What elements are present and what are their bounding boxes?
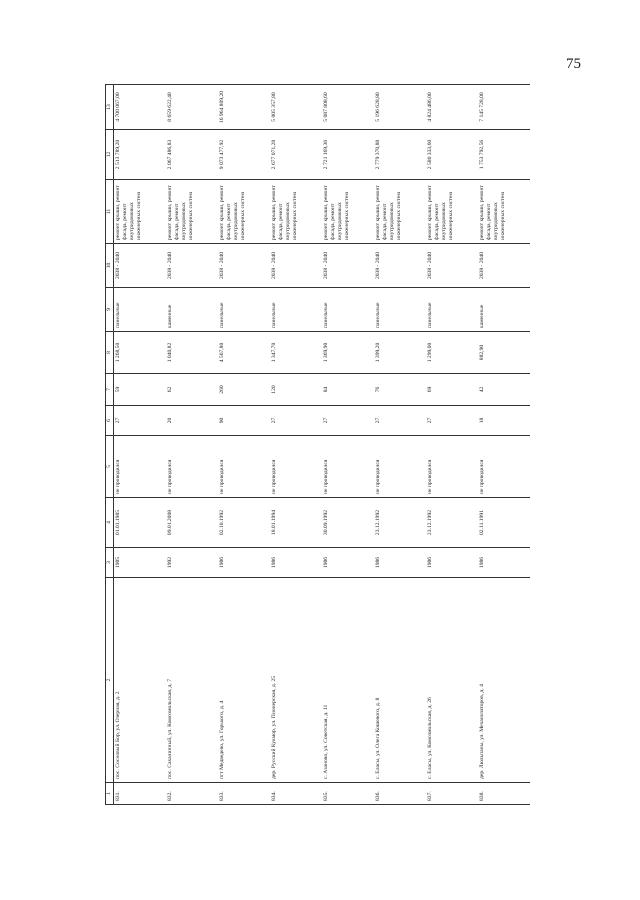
table-row bbox=[426, 85, 478, 805]
column-6-cell: 20 bbox=[166, 406, 218, 436]
area-cell: 1 347,70 bbox=[270, 332, 322, 374]
date-cell: 18.01.1994 bbox=[270, 498, 322, 548]
cost-cell: 2 779 370,88 bbox=[374, 130, 426, 180]
row-number-cell: 833. bbox=[218, 783, 270, 805]
repair-status-cell: не проводился bbox=[478, 436, 530, 498]
area-cell: 1 299,00 bbox=[426, 332, 478, 374]
row-number-cell: 837. bbox=[426, 783, 478, 805]
column-7-cell: 42 bbox=[478, 374, 530, 406]
column-7-cell: 84 bbox=[322, 374, 374, 406]
period-cell: 2038 - 2040 bbox=[113, 244, 166, 288]
date-cell: 23.12.1992 bbox=[374, 498, 426, 548]
date-cell: 01.01.1985 bbox=[113, 498, 166, 548]
works-cell: ремонт крыши, ремонт фасада, ремонт внутридомовых инженерных систем bbox=[166, 180, 218, 244]
total-cost-cell: 16 964 809,20 bbox=[218, 85, 270, 130]
area-cell: 1 399,20 bbox=[374, 332, 426, 374]
column-number-row bbox=[106, 85, 114, 805]
column-7-cell: 120 bbox=[270, 374, 322, 406]
address-cell: дер. Русский Кукмор, ул. Пионерская, д. 25 bbox=[270, 578, 322, 783]
row-number-cell: 838. bbox=[478, 783, 530, 805]
period-cell: 2038 - 2040 bbox=[322, 244, 374, 288]
page-number: 75 bbox=[566, 56, 581, 72]
cost-cell: 2 513 789,20 bbox=[113, 130, 166, 180]
row-number-cell: 831. bbox=[113, 783, 166, 805]
repair-status-cell: не проводился bbox=[113, 436, 166, 498]
column-6-cell: 18 bbox=[478, 406, 530, 436]
address-cell: с. Азаново, ул. Советская, д. 11 bbox=[322, 578, 374, 783]
repair-status-cell: не проводился bbox=[374, 436, 426, 498]
address-cell: пос. Сахалинный, ул. Комсомольская, д. 7 bbox=[166, 578, 218, 783]
build-year-cell: 1986 bbox=[270, 548, 322, 578]
works-cell: ремонт крыши, ремонт фасада, ремонт внутридомовых инженерных систем bbox=[322, 180, 374, 244]
period-cell: 2038 - 2040 bbox=[270, 244, 322, 288]
repair-status-cell: не проводился bbox=[166, 436, 218, 498]
period-cell: 2038 - 2040 bbox=[374, 244, 426, 288]
column-header: 6 bbox=[106, 406, 114, 436]
total-cost-cell: 5 087 808,60 bbox=[322, 85, 374, 130]
date-cell: 02.10.1992 bbox=[218, 498, 270, 548]
column-7-cell: 69 bbox=[426, 374, 478, 406]
date-cell: 02.11.1991 bbox=[478, 498, 530, 548]
wall-material-cell: каменные bbox=[166, 288, 218, 332]
table-row bbox=[478, 85, 530, 805]
column-header: 9 bbox=[106, 288, 114, 332]
cost-cell: 9 073 477,92 bbox=[218, 130, 270, 180]
works-cell: ремонт крыши, ремонт фасада, ремонт внутридомовых инженерных систем bbox=[113, 180, 166, 244]
period-cell: 2038 - 2040 bbox=[478, 244, 530, 288]
column-6-cell: 90 bbox=[218, 406, 270, 436]
column-6-cell: 27 bbox=[322, 406, 374, 436]
period-cell: 2038 - 2040 bbox=[218, 244, 270, 288]
table-row bbox=[113, 85, 166, 805]
repair-status-cell: не проводился bbox=[322, 436, 374, 498]
build-year-cell: 1986 bbox=[374, 548, 426, 578]
table-row bbox=[374, 85, 426, 805]
column-header: 1 bbox=[106, 783, 114, 805]
column-7-cell: 62 bbox=[166, 374, 218, 406]
total-cost-cell: 4 824 486,00 bbox=[426, 85, 478, 130]
works-cell: ремонт крыши, ремонт фасада, ремонт внутридомовых инженерных систем bbox=[270, 180, 322, 244]
repair-status-cell: не проводился bbox=[426, 436, 478, 498]
cost-cell: 2 580 333,60 bbox=[426, 130, 478, 180]
period-cell: 2038 - 2040 bbox=[426, 244, 478, 288]
build-year-cell: 1986 bbox=[218, 548, 270, 578]
address-cell: с. Еласы, ул. Олега Кошевого, д. 8 bbox=[374, 578, 426, 783]
wall-material-cell: панельные bbox=[426, 288, 478, 332]
date-cell: 23.12.1992 bbox=[426, 498, 478, 548]
table-row bbox=[322, 85, 374, 805]
build-year-cell: 1986 bbox=[426, 548, 478, 578]
total-cost-cell: 5 196 628,80 bbox=[374, 85, 426, 130]
column-header: 5 bbox=[106, 436, 114, 498]
build-year-cell: 1992 bbox=[166, 548, 218, 578]
column-header: 13 bbox=[106, 85, 114, 130]
cost-cell: 2 677 071,28 bbox=[270, 130, 322, 180]
row-number-cell: 836. bbox=[374, 783, 426, 805]
total-cost-cell: 5 005 357,80 bbox=[270, 85, 322, 130]
area-cell: 4 567,80 bbox=[218, 332, 270, 374]
column-header: 4 bbox=[106, 498, 114, 548]
column-header: 7 bbox=[106, 374, 114, 406]
total-cost-cell: 7 145 728,00 bbox=[478, 85, 530, 130]
address-cell: пгт Медведево, ул. Горького, д. 4 bbox=[218, 578, 270, 783]
wall-material-cell: каменные bbox=[478, 288, 530, 332]
address-cell: пос. Сосновый Бор, ул. Озерная, д. 2 bbox=[113, 578, 166, 783]
column-header: 12 bbox=[106, 130, 114, 180]
column-header: 8 bbox=[106, 332, 114, 374]
cost-cell: 1 753 792,56 bbox=[478, 130, 530, 180]
cost-cell: 2 721 169,36 bbox=[322, 130, 374, 180]
column-header: 2 bbox=[106, 578, 114, 783]
wall-material-cell: панельные bbox=[374, 288, 426, 332]
repair-status-cell: не проводился bbox=[270, 436, 322, 498]
wall-material-cell: панельные bbox=[113, 288, 166, 332]
total-cost-cell: 4 700 067,00 bbox=[113, 85, 166, 130]
area-cell: 1 040,82 bbox=[166, 332, 218, 374]
address-cell: дер. Люльпаны, ул. Механизаторов, д. 4 bbox=[478, 578, 530, 783]
build-year-cell: 1985 bbox=[113, 548, 166, 578]
works-cell: ремонт крыши, ремонт фасада, ремонт внутридомовых инженерных систем bbox=[426, 180, 478, 244]
column-7-cell: 59 bbox=[113, 374, 166, 406]
column-6-cell: 27 bbox=[374, 406, 426, 436]
date-cell: 30.09.1992 bbox=[322, 498, 374, 548]
table-row bbox=[166, 85, 218, 805]
cost-cell: 2 067 486,83 bbox=[166, 130, 218, 180]
column-7-cell: 260 bbox=[218, 374, 270, 406]
column-header: 3 bbox=[106, 548, 114, 578]
wall-material-cell: панельные bbox=[218, 288, 270, 332]
wall-material-cell: панельные bbox=[322, 288, 374, 332]
column-6-cell: 27 bbox=[426, 406, 478, 436]
works-cell: ремонт крыши, ремонт фасада, ремонт внутридомовых инженерных систем bbox=[478, 180, 530, 244]
repair-status-cell: не проводился bbox=[218, 436, 270, 498]
column-6-cell: 27 bbox=[113, 406, 166, 436]
column-6-cell: 27 bbox=[270, 406, 322, 436]
wall-material-cell: панельные bbox=[270, 288, 322, 332]
row-number-cell: 835. bbox=[322, 783, 374, 805]
period-cell: 2038 - 2040 bbox=[166, 244, 218, 288]
housing-repair-table bbox=[105, 84, 530, 805]
row-number-cell: 834. bbox=[270, 783, 322, 805]
works-cell: ремонт крыши, ремонт фасада, ремонт внутридомовых инженерных систем bbox=[218, 180, 270, 244]
rotated-table-container bbox=[105, 85, 545, 805]
build-year-cell: 1986 bbox=[478, 548, 530, 578]
area-cell: 1 369,90 bbox=[322, 332, 374, 374]
build-year-cell: 1986 bbox=[322, 548, 374, 578]
address-cell: с. Еласы, ул. Комсомольская, д. 26 bbox=[426, 578, 478, 783]
area-cell: 882,90 bbox=[478, 332, 530, 374]
column-7-cell: 76 bbox=[374, 374, 426, 406]
column-header: 11 bbox=[106, 180, 114, 244]
column-header: 10 bbox=[106, 244, 114, 288]
total-cost-cell: 8 659 622,40 bbox=[166, 85, 218, 130]
table-row bbox=[270, 85, 322, 805]
date-cell: 09.01.2008 bbox=[166, 498, 218, 548]
table-row bbox=[218, 85, 270, 805]
area-cell: 1 268,50 bbox=[113, 332, 166, 374]
works-cell: ремонт крыши, ремонт фасада, ремонт внутридомовых инженерных систем bbox=[374, 180, 426, 244]
row-number-cell: 832. bbox=[166, 783, 218, 805]
